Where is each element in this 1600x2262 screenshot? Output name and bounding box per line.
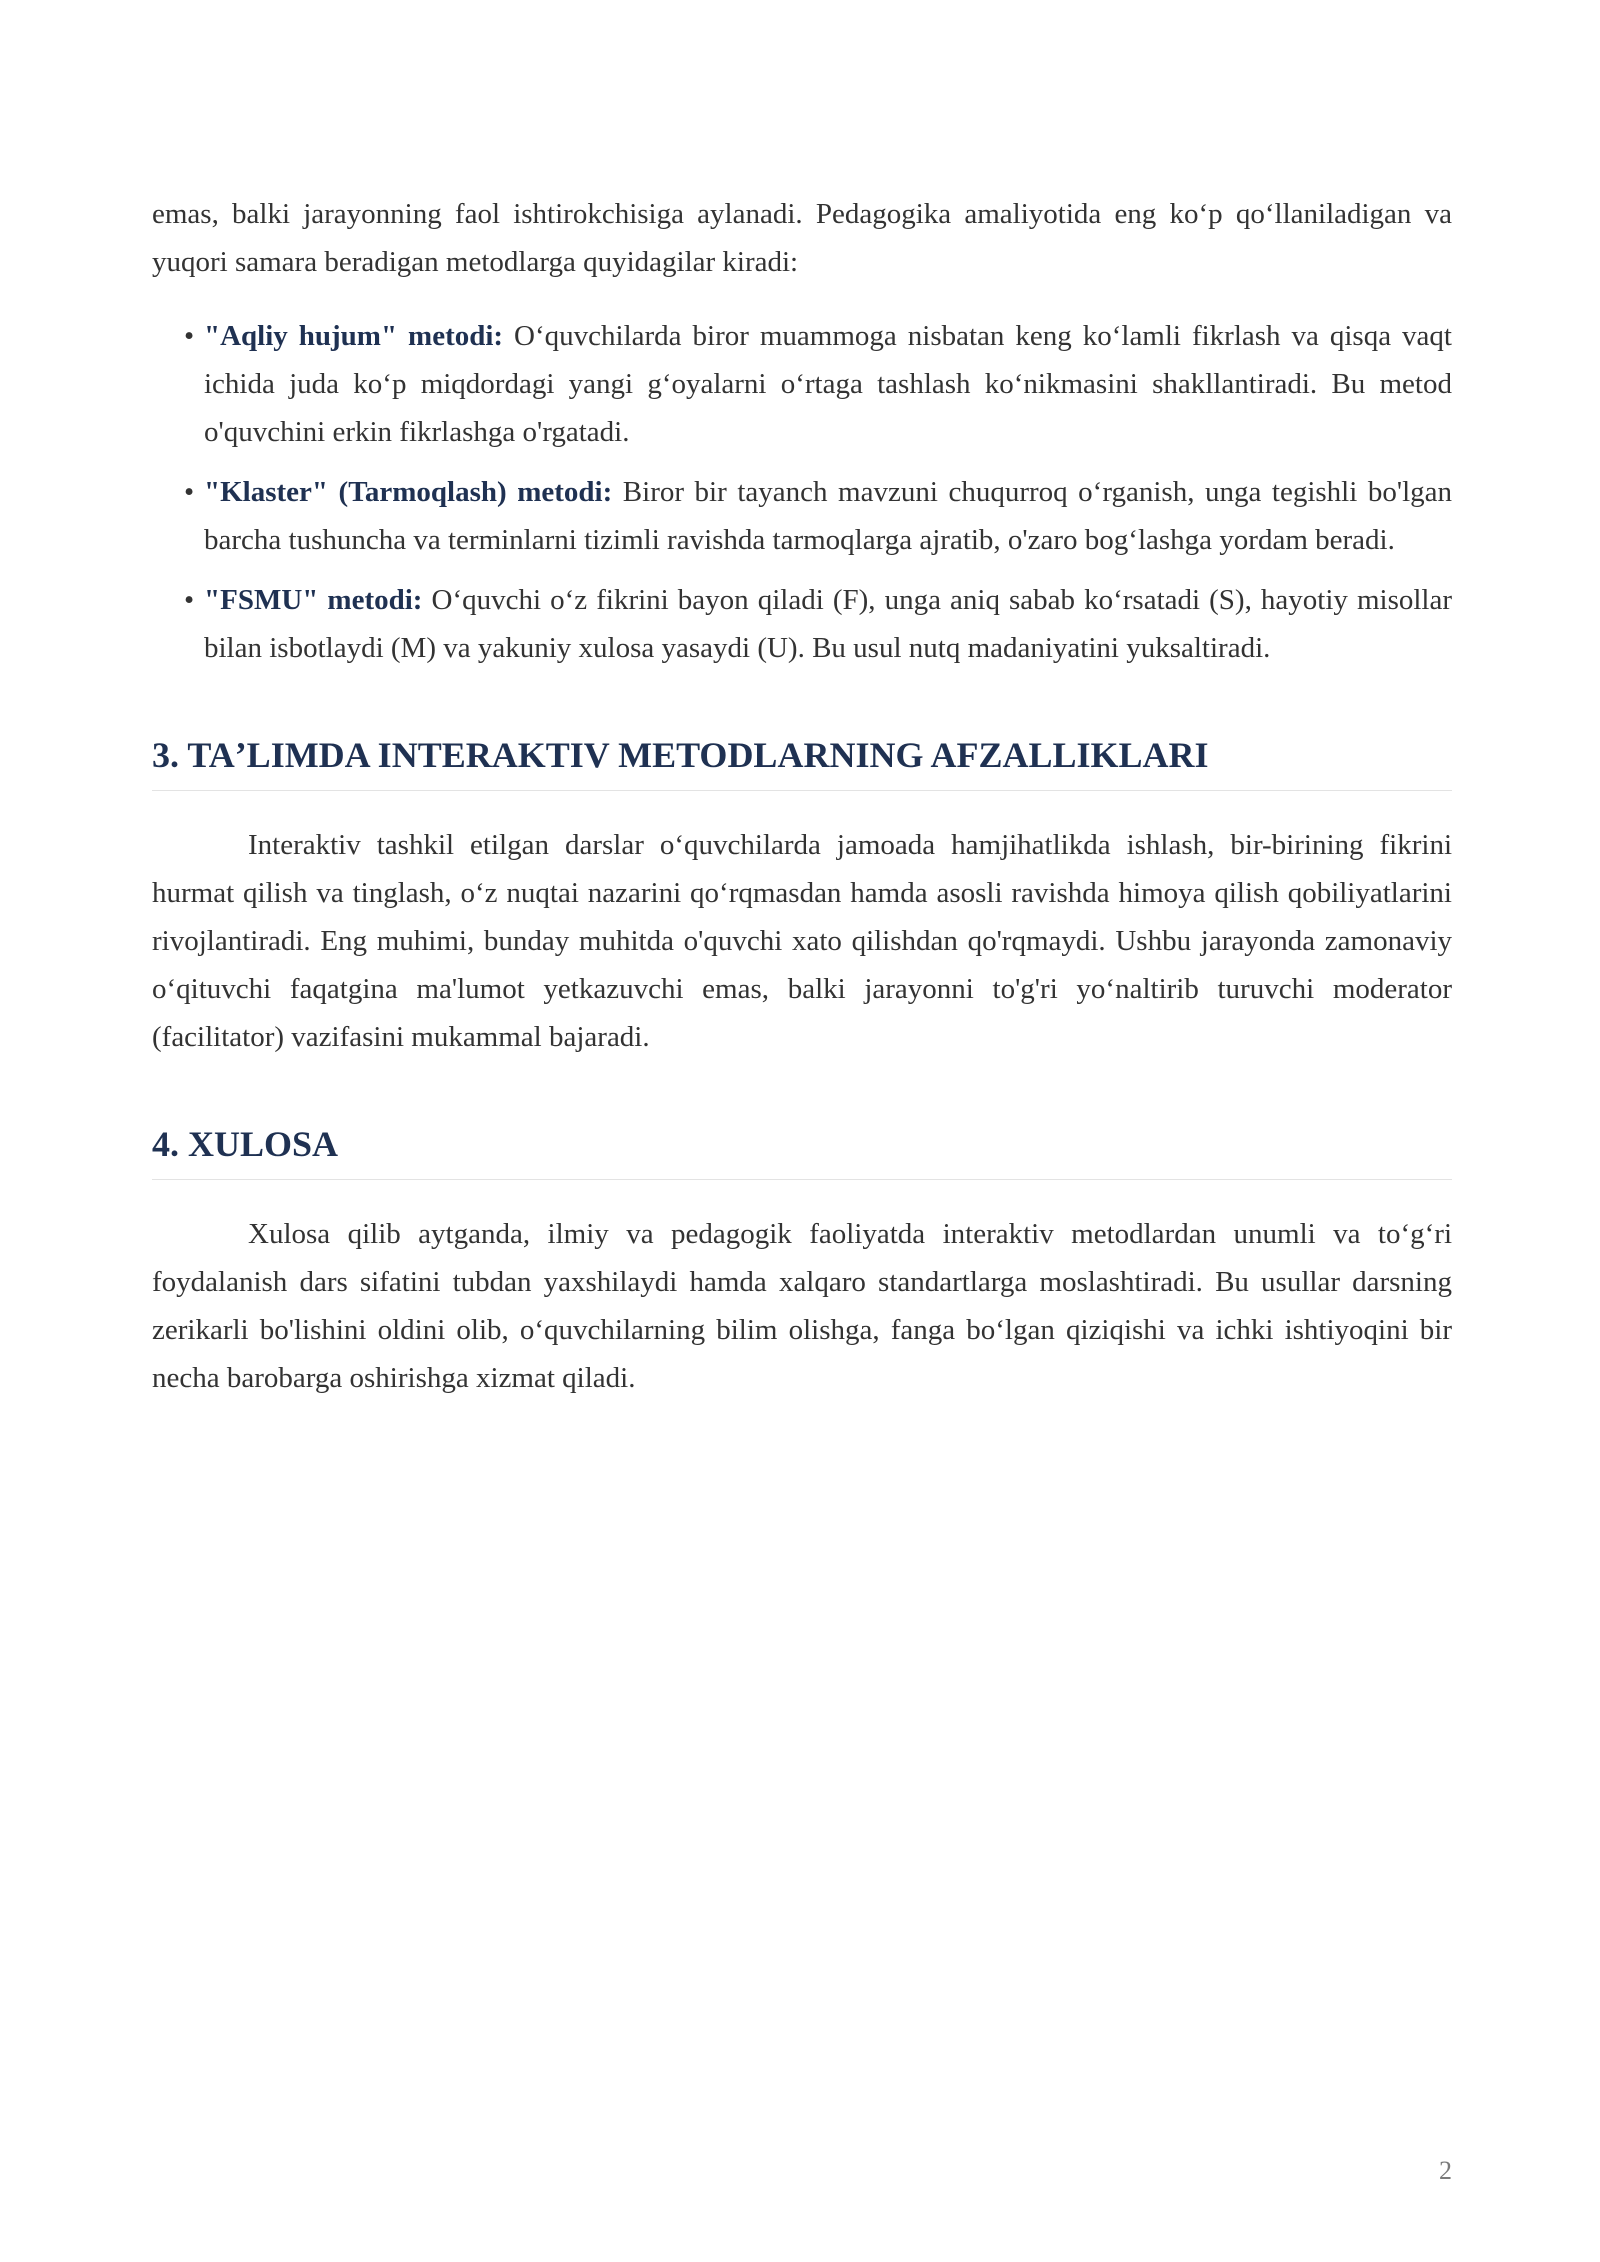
list-item — [152, 576, 1452, 672]
bullet-icon: • — [184, 320, 195, 352]
section-advantages — [152, 734, 1452, 1061]
document-page — [152, 190, 1452, 1402]
methods-list — [152, 312, 1452, 672]
intro-paragraph: emas, balki jarayonning faol ishtirokchisiga aylanadi. Pedagogika amaliyotida eng koʻp qoʻllaniladigan va yuqori samara beradigan metodlarga quyidagilar kiradi: — [152, 198, 1452, 278]
method-term: "FSMU" metodi: — [204, 584, 423, 616]
section-paragraph: Xulosa qilib aytganda, ilmiy va pedagogik faoliyatda interaktiv metodlardan unumli va toʻgʻri foydalanish dars sifatini tubdan yaxshilaydi hamda xalqaro standartlarga moslashtiradi. Bu usullar darsning zerikarli bo'lishini oldini olib, oʻquvchilarning bilim olishga, fanga boʻlgan qiziqishi va ichki ishtiyoqini bir necha barobarga oshirishga xizmat qiladi. — [152, 1218, 1452, 1394]
method-description: Oʻquvchi oʻz fikrini bayon qiladi (F), unga aniq sabab koʻrsatadi (S), hayotiy misollar bilan isbotlaydi (M) va yakuniy xulosa yasaydi (U). Bu usul nutq madaniyatini yuksaltiradi. — [204, 584, 1452, 664]
section-heading: 4. XULOSA — [152, 1123, 1452, 1180]
list-item — [152, 468, 1452, 564]
bullet-icon: • — [184, 476, 195, 508]
page-number: 2 — [1439, 2156, 1452, 2185]
list-item — [152, 312, 1452, 456]
method-description: Oʻquvchilarda biror muammoga nisbatan keng koʻlamli fikrlash va qisqa vaqt ichida juda koʻp miqdordagi yangi gʻoyalarni oʻrtaga tashlash koʻnikmasini shakllantiradi. Bu metod o'quvchini erkin fikrlashga o'rgatadi. — [204, 320, 1452, 448]
method-term: "Klaster" (Tarmoqlash) metodi: — [204, 476, 613, 508]
section-conclusion — [152, 1123, 1452, 1402]
section-heading: 3. TAʼLIMDA INTERAKTIV METODLARNING AFZALLIKLARI — [152, 734, 1452, 791]
method-term: "Aqliy hujum" metodi: — [204, 320, 504, 352]
section-paragraph: Interaktiv tashkil etilgan darslar oʻquvchilarda jamoada hamjihatlikda ishlash, bir-birining fikrini hurmat qilish va tinglash, oʻz nuqtai nazarini qoʻrqmasdan hamda asosli ravishda himoya qilish qobiliyatlarini rivojlantiradi. Eng muhimi, bunday muhitda o'quvchi xato qilishdan qo'rqmaydi. Ushbu jarayonda zamonaviy oʻqituvchi faqatgina ma'lumot yetkazuvchi emas, balki jarayonni to'g'ri yoʻnaltirib turuvchi moderator (facilitator) vazifasini mukammal bajaradi. — [152, 829, 1452, 1053]
method-description: Biror bir tayanch mavzuni chuqurroq oʻrganish, unga tegishli bo'lgan barcha tushuncha va terminlarni tizimli ravishda tarmoqlarga ajratib, o'zaro bogʻlashga yordam beradi. — [204, 476, 1452, 556]
bullet-icon: • — [184, 584, 195, 616]
